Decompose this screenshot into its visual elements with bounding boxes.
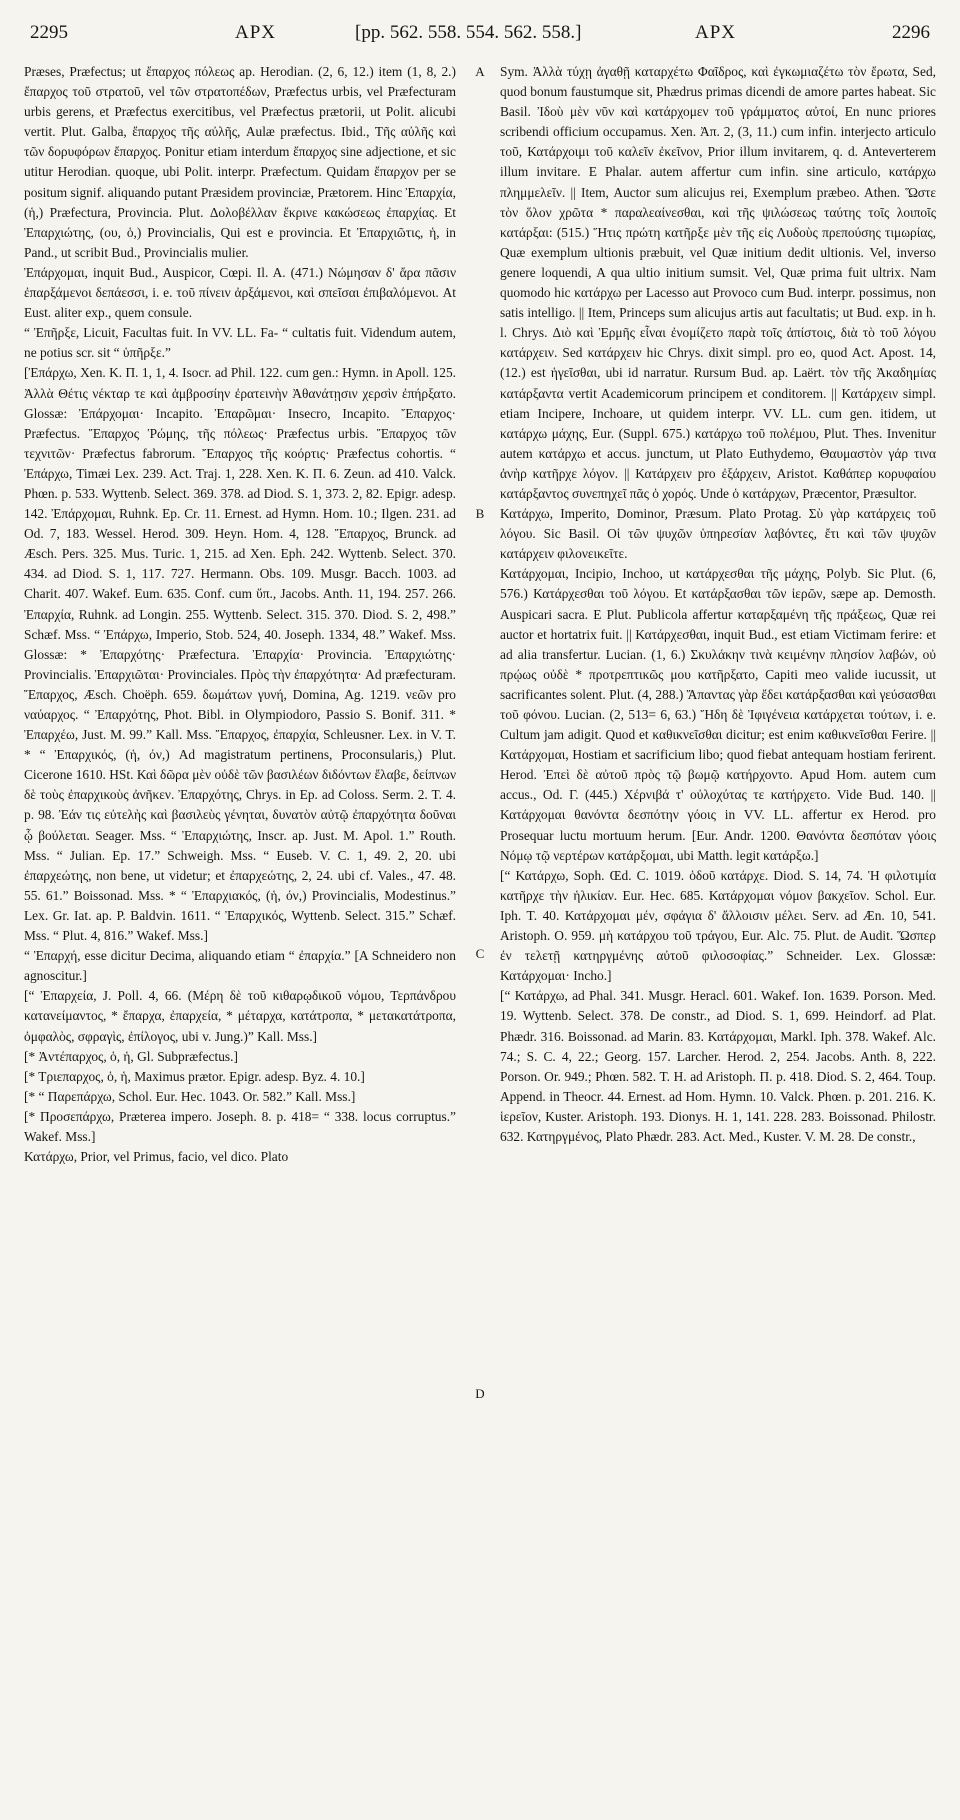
margin-letter-d: D [475, 1386, 485, 1401]
entry-katarcho-cont: Sym. Ἀλλὰ τύχῃ ἀγαθῇ καταρχέτω Φαῖδρος, καὶ ἐγκωμιαζέτω τὸν ἔρωτα, Sed, quod bonum faustumque sit, Phædrus primas dicendi de amore partes habeat. Sic Basil. Ἰδοὺ μὲν νῦν καὶ κατάρχομεν τοῦ γράμματος αὐτοί, En nunc priores scribendi officium occupamus. Xen. Ἀπ. 2, (3, 11.) cum infin. interjecto articulo τοῦ, Κατάρχοιμι τοῦ καλεῖν ἐκεῖνον, Prior illum invitarem, q. d. Anteverterem illum invitare. E Phalar. autem affertur cum infin. sine articulo, κατάρχω πλημμελεῖν. || Item, Auctor sum alicujus rei, Exemplum præbeo. Athen. Ὥστε τὸν ὅλον χρῶτα * παραλεαίνεσθαι, καὶ τῆς ψιλώσεως ταύτης τοῖς λοιποῖς κατάρξαι: (515.) Ἥτις πρώτη κατῆρξε μὲν τῆς εἰς Λυδοὺς πρεπούσης τιμωρίας, Quæ exemplum ultionis præbuit, vel Quæ initium dedit ultionis. Vel, inverso genere loquendi, A qua ultio initium sumsit. Vel, Quæ prima fuit ultrix. Nam quomodo hic κατάρχω per Lacesso aut Provoco cum Bud. interpr. possimus, non satis intelligo. || Item, Princeps sum alicujus artis aut facultatis; ut Bud. exp. in h. l. Chrys. Διὸ καὶ Ἑρμῆς εἶναι ἐνομίζετο παρὰ τοῖς ἀπίστοις, διὰ τὸ τοῦ λόγου κατάρχειν. Sed κατάρχειν hic Chrys. dixit simpl. pro eo, quod Act. Apost. 14, (12.) est ἡγεῖσθαι, ubi id narratur. Rursum Bud. ap. Laërt. τὸν τῆς Ἀκαδημίας κατάρξαντα vertit Academicorum principem et conditorem. || Κατάρχειν simpl. etiam Incipere, Inchoare, ut quidem interpr. VV. LL. cum gen. itidem, ut κατάρχω μάχης, Eur. (Suppl. 675.) κατάρχω τοῦ πολέμου, Plut. Thes. Invenitur autem κατάρχω et accus. junctum, ut Plato Euthydemo, Θαυμαστὸν γάρ τινα ἀνὴρ κατῆρχε λόγον. || Κατάρχειν pro ἐξάρχειν, Aristot. Καθάπερ κορυφαίου κατάρξαντος συνεπηχεῖ πᾶς ὁ χορός. Unde ὁ κατάρχων, Præcentor, Præsultor. [500, 64, 936, 501]
right-headword: ΑΡΧ [695, 22, 737, 43]
entry-eparche: “ Ἐπαρχή, esse dicitur Decima, aliquando etiam “ ἐπαρχία.” [A Schneidero non agnoscitur.] [24, 948, 456, 984]
left-page-number: 2295 [30, 22, 68, 43]
entry-proseparcho: [* Προσεπάρχω, Præterea impero. Joseph. 8. p. 418= “ 338. locus corruptus.” Wakef. Mss.] [24, 1108, 456, 1144]
entry-katarcho-refs: [“ Κατάρχω, ad Phal. 341. Musgr. Heracl. 601. Wakef. Ion. 1639. Porson. Med. 19. Wyttenb. Select. 378. De constr., ad Diod. S. 1, 699. Heindorf. ad Plat. Phædr. 316. Boissonad. ad Marin. 83. Κατάρχομαι, Markl. Iph. 378. Wakef. Alc. 74.; S. C. 4, 22.; Georg. 157. Larcher. Herod. 2, 254. Jacobs. Anth. 8, 222. Porson. Or. 949.; Phœn. 582. T. H. ad Aristoph. Π. p. 418. Diod. S. 2, 464. Toup. Append. in Theocr. 44. Ernest. ad Hom. Hymn. 10. Valck. Phœn. p. 201. 216. K. ἱερεῖον, Kuster. Aristoph. 193. Dionys. H. 1, 141. 228. 283. Boissonad. Philostr. 632. Κατηργμένος, Plato Phædr. 283. Act. Med., Kuster. V. M. 28. De constr., [500, 988, 936, 1144]
margin-letter-c: C [475, 946, 485, 961]
entry-eparchos: Præses, Præfectus; ut ἔπαρχος πόλεως ap. Herodian. (2, 6, 12.) item (1, 8, 2.) ἔπαρχος τοῦ στρατοῦ, vel τῶν στρατοπέδων, Præfectus urbis, vel Præfecturam urbis gerens, et Præfectus exercitibus, vel Præfectus prætorii, ut Polit. alicubi vertit. Plut. Galba, ἔπαρχος τῆς αὐλῆς, Aulæ præfectus. Ibid., Τῆς αὐλῆς καὶ τῶν δορυφόρων ἔπαρχος. Ponitur etiam interdum ἔπαρχος sine adjectione, et sic utitur Herodian. quoque, ubi Polit. interpr. Præfectum. Quidam ἔπαρχον per se positum signif. aliquando putant Præsidem provinciæ, Prætorem. Hinc Ἐπαρχία, (ἡ,) Præfectura, Provincia. Plut. Δολοβέλλαν ἔκρινε κακώσεως ἐπαρχίας. Et Ἐπαρχιώτης, (ου, ὁ,) Provincialis, Qui est e provincia. Et Ἐπαρχιῶτις, ἡ, in Pand., ut scribit Bud., Provincialis mulier. [24, 64, 456, 260]
entry-eparchomai: Ἐπάρχομαι, inquit Bud., Auspicor, Cœpi. Il. A. (471.) Νώμησαν δ' ἄρα πᾶσιν ἐπαρξάμενοι δεπάεσσι, i. e. τοῦ πίνειν ἀρξάμενοι, καὶ σπεῖσαι ἐπιβαλόμενοι. At Eust. aliter exp., quem consule. [24, 264, 456, 321]
entry-eparcho-notes: [Ἐπάρχω, Xen. K. Π. 1, 1, 4. Isocr. ad Phil. 122. cum gen.: Hymn. in Apoll. 125. Ἀλλὰ Θέτις νέκταρ τε καὶ ἀμβροσίην ἐρατεινὴν Ἀθανάτῃσιν χερσὶν ἐπήρξατο. Glossæ: Ἐπάρχομαι· Incapito. Ἐπαρῶμαι· Insecro, Incapito. Ἔπαρχος· Præfectus. Ἔπαρχος Ῥώμης, τῆς πόλεως· Præfectus urbis. Ἔπαρχος τῶν τεχνιτῶν· Præfectus fabrorum. Ἔπαρχος τῆς κοόρτις· Præfectus cohortis. “ Ἐπάρχω, Timæi Lex. 239. Act. Traj. 1, 228. Xen. K. Π. 6. Zeun. ad 410. Valck. Phœn. p. 533. Wyttenb. Select. 369. 378. ad Diod. S. 1, 373. 2, 82. Epigr. adesp. 142. Ἐπάρχομαι, Ruhnk. Ep. Cr. 11. Ernest. ad Hymn. Hom. 10.; Ilgen. 231. ad Od. 7, 183. Wessel. Herod. 309. Heyn. Hom. 4, 128. Ἔπαρχος, Brunck. ad Æsch. Pers. 325. Mus. Turic. 1, 215. ad Xen. Eph. 242. Wyttenb. Select. 370. 434. ad Diod. S. 1, 117. 727. Hermann. Obs. 109. Musgr. Bacch. 1003. ad Charit. 407. Wakef. Eum. 635. Conf. cum ὕπ., Jacobs. Anth. 11, 194. 257. 266. Ἐπαρχία, Ruhnk. ad Longin. 255. Wyttenb. Select. 315. 370. Diod. S. 2, 498.” Schæf. Mss. “ Ἐπάρχω, Imperio, Stob. 524, 40. Joseph. 1334, 48.” Wakef. Mss. Glossæ: * Ἐπαρχότης· Præfectura. Ἐπαρχία· Provincia. Ἐπαρχιώτης· Provincialis. Ἐπαρχιῶται· Provinciales. Πρὸς τὴν ἐπαρχότητα· Ad præfecturam. Ἔπαρχος, Æsch. Choëph. 659. δωμάτων γυνή, Domina, Ag. 1219. νεῶν pro ναύαρχος. “ Ἐπαρχότης, Phot. Bibl. in Olympiodoro, Passio S. Bonif. 311. * Ἐπαρχέω, Just. M. 99.” Kall. Mss. Ἔπαρχος, ἐπαρχία, Schleusner. Lex. in V. T. * “ Ἐπαρχικός, (ἡ, όν,) Ad magistratum pertinens, Proconsularis,) Plut. Cicerone 1610. HSt. Καὶ δῶρα μὲν οὐδὲ τῶν βασιλέων διδόντων ἔλαβε, δείπνων δὲ τοὺς ἐπαρχικοὺς ἀνῆκεν. Ἐπαρχότης, Chrys. in Ep. ad Coloss. Serm. 2. T. 4. p. 98. Ἐάν τις εὐτελὴς καὶ βασιλεὺς γένηται, δυνατὸν αὐτῷ ἐπαρχότητα δοῦναι ᾧ βούλεται. Seager. Mss. “ Ἐπαρχιώτης, Inscr. ap. Just. M. Apol. 1.” Routh. Mss. “ Julian. Ep. 17.” Schweigh. Mss. “ Euseb. V. C. 1, 49. 2, 20. ubi ἐπαρχεώτης, non bene, ut videtur; et ἐπαρχεώτης, 2, 24. ubi cf. Vales., 47. 48. 55. 61.” Boissonad. Mss. * “ Ἐπαρχιακός, (ἡ, όν,) Provincialis, Modestinus.” Lex. Gr. Iat. ap. P. Baldvin. 1611. “ Ἐπαρχικός, Wyttenb. Select. 315.” Schæf. Mss. “ Plut. 4, 816.” Wakef. Mss.] [24, 365, 456, 944]
entry-katarcho-imperito: Κατάρχω, Imperito, Dominor, Præsum. Plato Protag. Σὺ γὰρ κατάρχεις τοῦ λόγου. Sic Basil. Οἱ τῶν ψυχῶν ὑπηρεσίαν λαβόντες, ἔτι καὶ τῶν ψυχῶν κατάρχειν φιλονεικεῖτε. [500, 506, 936, 562]
margin-letter-b: B [475, 506, 485, 521]
entry-eperxe: “ Ἐπῆρξε, Licuit, Facultas fuit. In VV. LL. Fa- “ cultatis fuit. Videndum autem, ne potius scr. sit “ ὑπῆρξε.” [24, 325, 456, 361]
entry-katarcho-notes: [“ Κατάρχω, Soph. Œd. C. 1019. ὁδοῦ κατάρχε. Diod. S. 14, 74. Ἡ φιλοτιμία κατῆρχε τὴν ἡλικίαν. Eur. Hec. 685. Κατάρχομαι νόμον βακχεῖον. Schol. Eur. Iph. T. 40. Κατάρχομαι μέν, σφάγια δ' ἄλλοισιν μέλει. Serv. ad Æn. 10, 541. Aristoph. O. 959. μὴ κατάρχου τοῦ τράγου, Eur. Alc. 75. Plut. de Audit. Ὥσπερ ἐν τελετῇ κατηργμένης αὐτοῦ φιλοσοφίας.” Schneider. Lex. Glossæ: Κατάρχομαι· Incho.] [500, 867, 936, 984]
left-column [24, 62, 456, 1807]
right-page-number: 2296 [892, 22, 930, 43]
page-references: [pp. 562. 558. 554. 562. 558.] [355, 22, 582, 43]
entry-anteparchos: [* Ἀντέπαρχος, ὁ, ἡ, Gl. Subpræfectus.] [24, 1048, 238, 1064]
left-headword: ΑΡΧ [235, 22, 277, 43]
entry-pareparcho: [* “ Παρεπάρχω, Schol. Eur. Hec. 1043. Or. 582.” Kall. Mss.] [24, 1088, 356, 1104]
entry-katarchomai: Κατάρχομαι, Incipio, Inchoo, ut κατάρχεσθαι τῆς μάχης, Polyb. Sic Plut. (6, 576.) Κατάρχεσθαι τοῦ λόγου. Et κατάρξασθαι τῶν ἱερῶν, sæpe ap. Demosth. Auspicari sacra. E Plut. Publicola affertur καταρξαμένη τῆς πράξεως, Quæ rei auctor et hortatrix fuit. || Κατάρχεσθαι, inquit Bud., est etiam Victimam ferire: et ad alia transfertur. Lucian. (1, 6.) Σκυλάκην τινὰ κειμένην πλησίον λαβών, οὐ πρῴως οὐδὲ * προτρεπτικῶς μου κατῆρξατο, Capiti meo valide iucussit, ut sacrificantes solent. Plut. (4, 288.) Ἅπαντας γὰρ ἔδει κατάρξασθαι καὶ γεύσασθαι τοῦ φόνου. Lucian. (2, 513= 6, 63.) Ἤδη δὲ Ἰφιγένεια κατάρχεται τούτων, i. e. Cultum jam adigit. Quod et καθικνεῖσθαι dicitur; est enim καθικνεῖσθαι Ferire. || Κατάρχομαι, Hostiam et sacrificium libo; quod fiebat antequam hostiam ferirent. Herod. Ἐπεὶ δὲ αὐτοῦ πρὸς τῷ βωμῷ κατήρχοντο. Apud Hom. autem cum accus., Od. Γ. (445.) Χέρνιβά τ' οὐλοχύτας τε κατήρχετο. Vide Bud. 140. || Κατάρχομαι θανόντα δεσπότην γόοις in VV. LL. affertur ex Herod. pro Prosequar luctu mortuum herum. [Eur. Andr. 1200. Θανόντα δεσπόταν γόοις Νόμῳ τῷ νερτέρων κατάρξομαι, ubi Matth. legit κατάρξω.] [500, 566, 936, 863]
right-column [500, 62, 936, 1807]
entry-katarcho: Κατάρχω, Prior, vel Primus, facio, vel dico. Plato [24, 1149, 289, 1165]
margin-letter-a: A [475, 64, 485, 79]
entry-trieparchos: [* Τριεπαρχος, ὁ, ἡ, Maximus prætor. Epigr. adesp. Byz. 4. 10.] [24, 1068, 365, 1084]
entry-eparcheia: [“ Ἐπαρχεία, J. Poll. 4, 66. (Μέρη δὲ τοῦ κιθαρῳδικοῦ νόμου, Τερπάνδρου κατανείμαντος, * ἔπαρχα, ἐπαρχεία, * μέταρχα, κατάτροπα, * μετακατάτροπα, ὀμφαλὸς, σφραγὶς, ἐπίλογος, ubi v. Jung.)” Kall. Mss.] [24, 988, 456, 1044]
page-header [30, 22, 930, 52]
